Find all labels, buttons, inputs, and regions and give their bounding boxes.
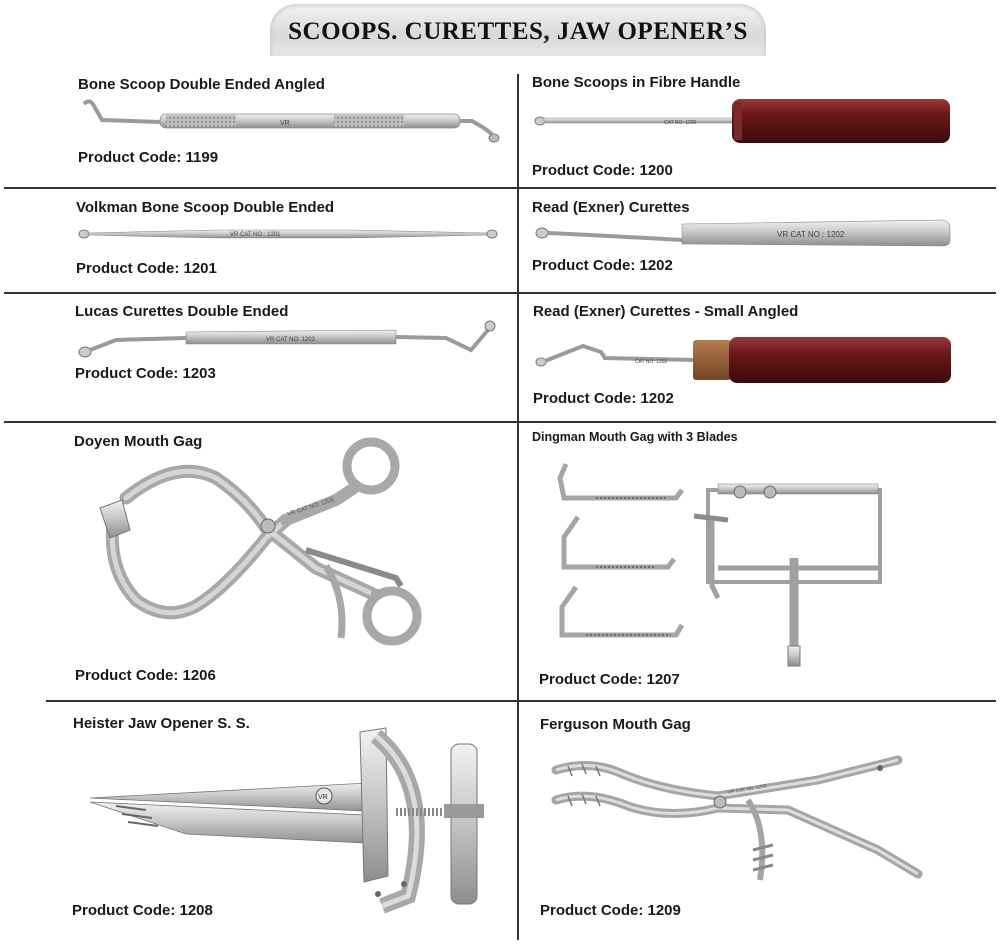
product-name: Bone Scoop Double Ended Angled	[78, 76, 325, 93]
product-name: Volkman Bone Scoop Double Ended	[76, 199, 335, 216]
dingman-blade-2-image	[556, 513, 686, 573]
svg-text:VR CAT No: 1209: VR CAT No: 1209	[727, 783, 768, 796]
bone-scoop-fibre-handle-image	[532, 96, 954, 146]
lucas-curette-image	[76, 318, 498, 360]
bone-scoop-double-ended-angled-image	[80, 96, 500, 146]
product-code: Product Code: 1201	[76, 260, 217, 277]
product-code: Product Code: 1208	[72, 902, 213, 919]
svg-text:VR CAT NO: 1206: VR CAT NO: 1206	[286, 497, 336, 518]
product-name: Dingman Mouth Gag with 3 Blades	[532, 430, 738, 444]
product-code: Product Code: 1202	[532, 257, 673, 274]
dingman-blade-1-image	[556, 460, 686, 505]
column-divider	[517, 74, 519, 940]
heister-jaw-opener-image	[86, 726, 496, 906]
product-name: Doyen Mouth Gag	[74, 433, 203, 450]
engraving-text: VR CAT NO : 1202	[777, 230, 845, 239]
product-name: Heister Jaw Opener S. S.	[73, 715, 250, 732]
product-code: Product Code: 1202	[533, 390, 674, 407]
product-code: Product Code: 1200	[532, 162, 673, 179]
svg-text:VR CAT NO: 1203: VR CAT NO: 1203	[266, 337, 315, 343]
product-code: Product Code: 1207	[539, 671, 680, 688]
svg-text:CAT NO: 1200: CAT NO: 1200	[664, 120, 697, 126]
volkman-bone-scoop-image	[78, 222, 498, 246]
doyen-mouth-gag-image	[96, 438, 426, 648]
product-name: Bone Scoops in Fibre Handle	[532, 74, 741, 91]
product-name: Read (Exner) Curettes - Small Angled	[533, 303, 799, 320]
product-name: Ferguson Mouth Gag	[540, 716, 691, 733]
read-exner-curette-angled-image	[535, 334, 955, 384]
ferguson-mouth-gag-image	[548, 750, 928, 890]
row-divider-4	[46, 700, 996, 702]
product-code: Product Code: 1209	[540, 902, 681, 919]
svg-text:VR: VR	[280, 120, 290, 127]
product-code: Product Code: 1203	[75, 365, 216, 382]
row-divider-3	[4, 421, 996, 423]
row-divider-1	[4, 187, 996, 189]
read-exner-curette-image	[532, 220, 954, 250]
page-title: SCOOPS. CURETTES, JAW OPENER’S	[288, 18, 748, 45]
svg-text:CAT NO: 1202: CAT NO: 1202	[635, 359, 668, 365]
product-name: Read (Exner) Curettes	[532, 199, 690, 216]
product-code: Product Code: 1199	[78, 149, 219, 166]
product-name: Lucas Curettes Double Ended	[75, 303, 289, 320]
svg-text:VR: VR	[318, 794, 328, 801]
engraving-text: VR CAT NO : 1201	[230, 232, 281, 238]
row-divider-2	[4, 292, 996, 294]
product-code: Product Code: 1206	[75, 667, 216, 684]
dingman-frame-image	[688, 476, 888, 672]
title-banner	[270, 4, 766, 56]
dingman-blade-3-image	[556, 583, 686, 643]
